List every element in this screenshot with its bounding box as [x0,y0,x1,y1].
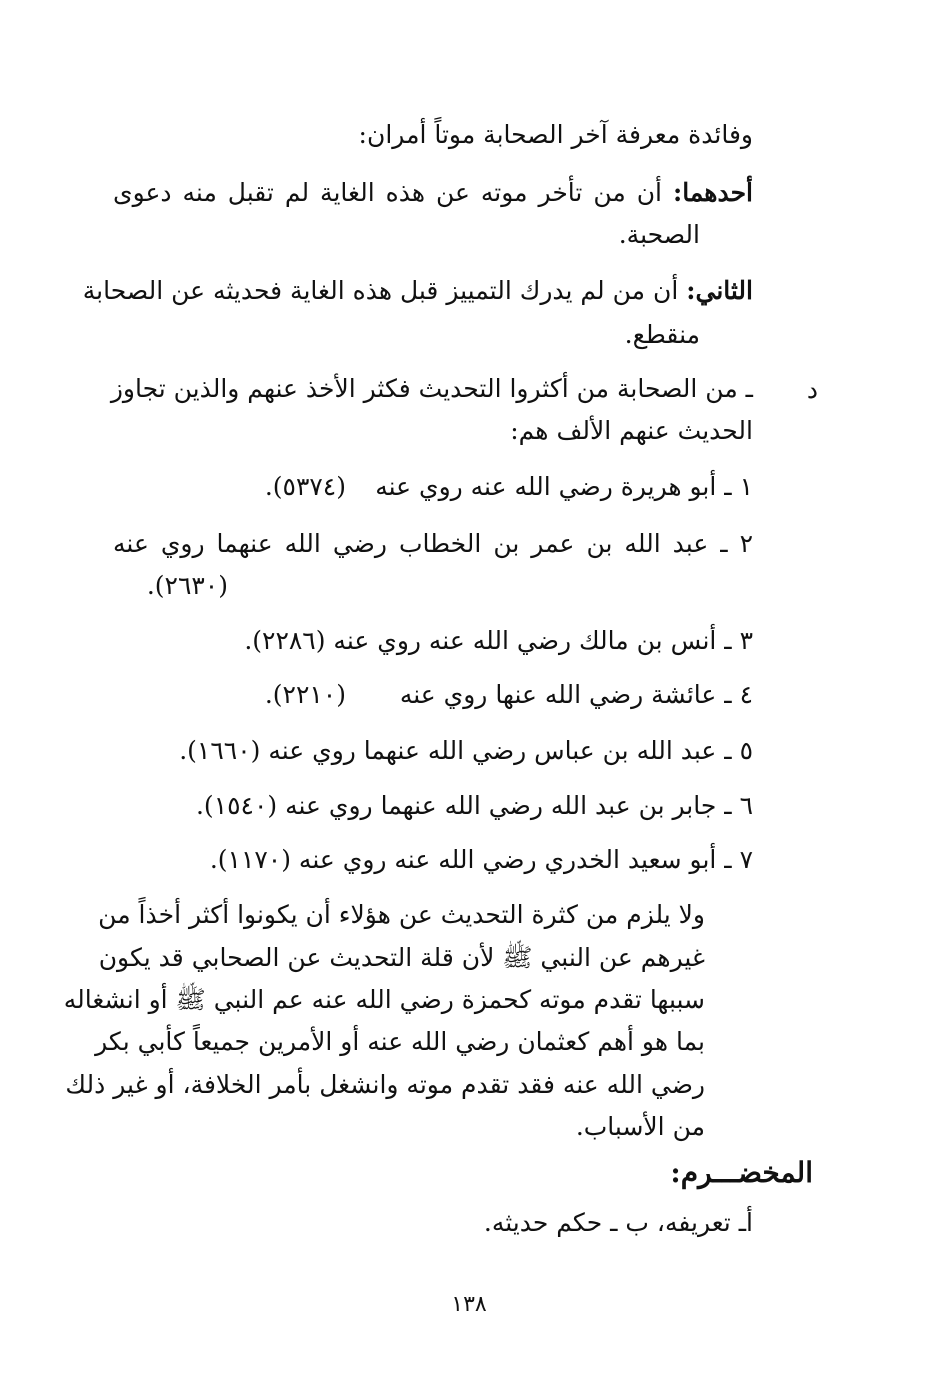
note-line-6: من الأسباب. [575,1112,705,1141]
second-text: أن من لم يدرك التمييز قبل هذه الغاية فحديثه عن الصحابة [82,276,679,305]
note-line-1: ولا يلزم من كثرة التحديث عن هؤلاء أن يكونوا أكثر أخذاً من [98,900,705,929]
section-d-marker: د [806,375,818,404]
list-item-5: ٥ ـ عبد الله بن عباس رضي الله عنهما روي عنه (١٦٦٠). [179,736,753,765]
second-point [82,274,753,308]
list-item-6: ٦ ـ جابر بن عبد الله رضي الله عنهما روي عنه (١٥٤٠). [195,791,753,820]
section-subheading: أـ تعريفه، ب ـ حكم حديثه. [483,1208,753,1237]
second-label: الثاني: [686,276,753,305]
list-item-1-count: (٥٣٧٤). [264,472,346,501]
section-d-line-2: الحديث عنهم الألف هم: [510,416,753,445]
section-d-line-1: ـ من الصحابة من أكثروا التحديث فكثر الأخذ عنهم والذين تجاوز [110,374,753,403]
list-item-2-count: (٢٦٣٠). [146,571,228,600]
note-line-2: غيرهم عن النبي ﷺ لأن قلة التحديث عن الصحابي قد يكون [98,943,705,972]
note-line-3: سببها تقدم موته كحمزة رضي الله عنه عم النبي ﷺ أو انشغاله [63,985,705,1014]
list-item-7: ٧ ـ أبو سعيد الخدري رضي الله عنه روي عنه (١١٧٠). [209,845,753,874]
first-text: أن من تأخر موته عن هذه الغاية لم تقبل منه دعوى [113,178,663,207]
list-item-1: ١ ـ أبو هريرة رضي الله عنه روي عنه [375,472,753,501]
note-line-5: رضي الله عنه فقد تقدم موته وانشغل بأمر الخلافة، أو غير ذلك [65,1070,705,1099]
second-point-continuation: منقطع. [624,320,700,349]
note-line-4: بما هو أهم كعثمان رضي الله عنه أو الأمرين جميعاً كأبي بكر [95,1027,705,1056]
list-item-4: ٤ ـ عائشة رضي الله عنها روي عنه [399,680,753,709]
section-heading: المخضـــرم: [670,1156,813,1189]
first-point [113,176,753,210]
first-label: أحدهما: [672,178,753,207]
first-point-continuation: الصحبة. [618,220,700,249]
list-item-4-count: (٢٢١٠). [264,680,346,709]
intro-line: وفائدة معرفة آخر الصحابة موتاً أمران: [358,120,753,149]
page-number: ١٣٨ [451,1292,487,1317]
list-item-3: ٣ ـ أنس بن مالك رضي الله عنه روي عنه (٢٢٨٦). [244,626,753,655]
list-item-2: ٢ ـ عبد الله بن عمر بن الخطاب رضي الله عنهما روي عنه [113,529,753,558]
